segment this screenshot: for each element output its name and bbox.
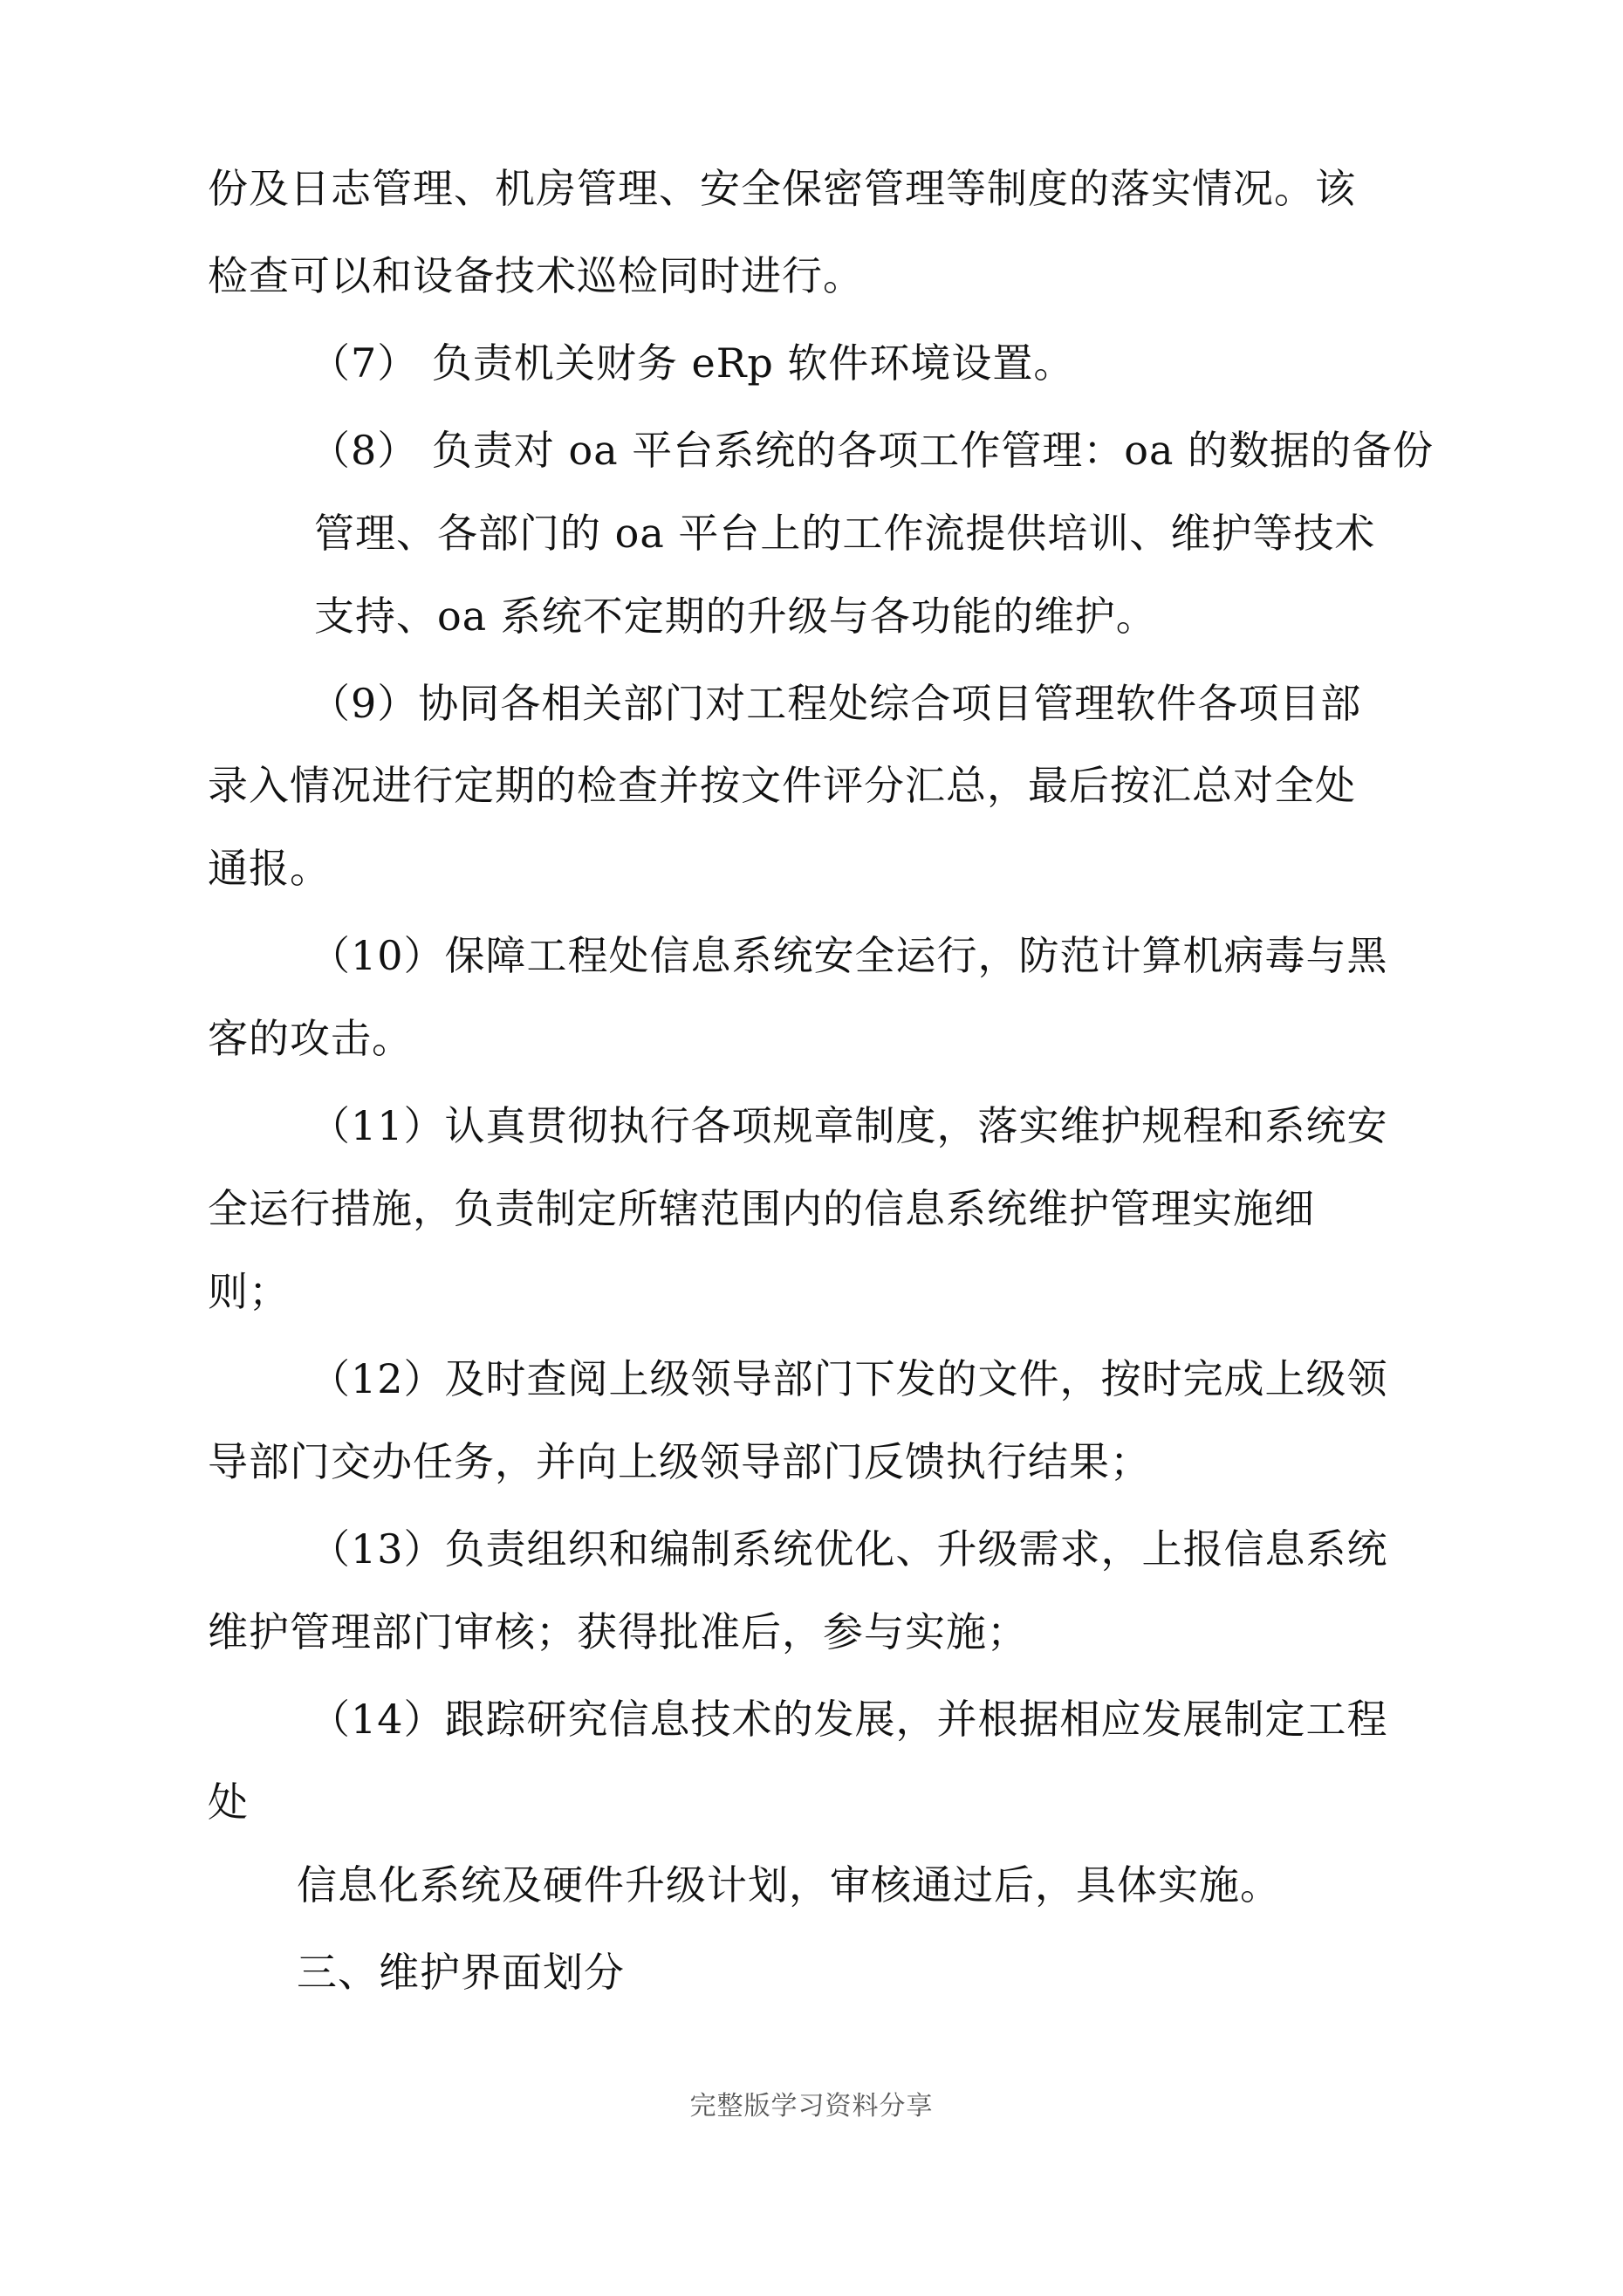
section-heading: 三、维护界面划分 (297, 1949, 625, 1996)
text-line-4: （8） 负责对 oa 平台系统的各项工作管理：oa 的数据的备份 (310, 427, 1434, 474)
text-line-5: 管理、各部门的 oa 平台上的工作流提供培训、维护等技术 (314, 510, 1376, 557)
text-line-17: （13）负责组织和编制系统优化、升级需求，上报信息系统 (310, 1525, 1388, 1573)
text-line-16: 导部门交办任务，并向上级领导部门反馈执行结果； (208, 1438, 1151, 1485)
text-line-19: （14）跟踪研究信息技术的发展，并根据相应发展制定工程 (310, 1696, 1388, 1743)
text-line-7: （9）协同各相关部门对工程处综合项目管理软件各项目部 (310, 680, 1362, 727)
text-line-12: （11）认真贯彻执行各项规章制度，落实维护规程和系统安 (310, 1102, 1388, 1149)
text-line-3: （7） 负责机关财务 eRp 软件环境设置。 (310, 339, 1075, 387)
text-line-1: 份及日志管理、机房管理、安全保密管理等制度的落实情况。该 (208, 165, 1356, 212)
text-line-14: 则； (208, 1268, 290, 1315)
text-line-18: 维护管理部门审核；获得批准后，参与实施； (208, 1608, 1028, 1655)
text-line-21: 信息化系统及硬件升级计划，审核通过后，具体实施。 (297, 1861, 1281, 1909)
text-line-2: 检查可以和设备技术巡检同时进行。 (208, 252, 864, 299)
text-line-10: （10）保障工程处信息系统安全运行，防范计算机病毒与黑 (310, 932, 1388, 979)
text-line-8: 录入情况进行定期的检查并按文件评分汇总，最后按汇总对全处 (208, 762, 1356, 809)
page-footer: 完整版学习资料分享 (689, 2091, 934, 2121)
text-line-6: 支持、oa 系统不定期的升级与各功能的维护。 (314, 593, 1157, 640)
text-line-13: 全运行措施，负责制定所辖范围内的信息系统维护管理实施细 (208, 1185, 1315, 1232)
text-line-20: 处 (208, 1779, 249, 1826)
text-line-11: 客的攻击。 (208, 1015, 413, 1062)
text-line-9: 通报。 (208, 845, 331, 892)
text-line-15: （12）及时查阅上级领导部门下发的文件，按时完成上级领 (310, 1355, 1388, 1402)
